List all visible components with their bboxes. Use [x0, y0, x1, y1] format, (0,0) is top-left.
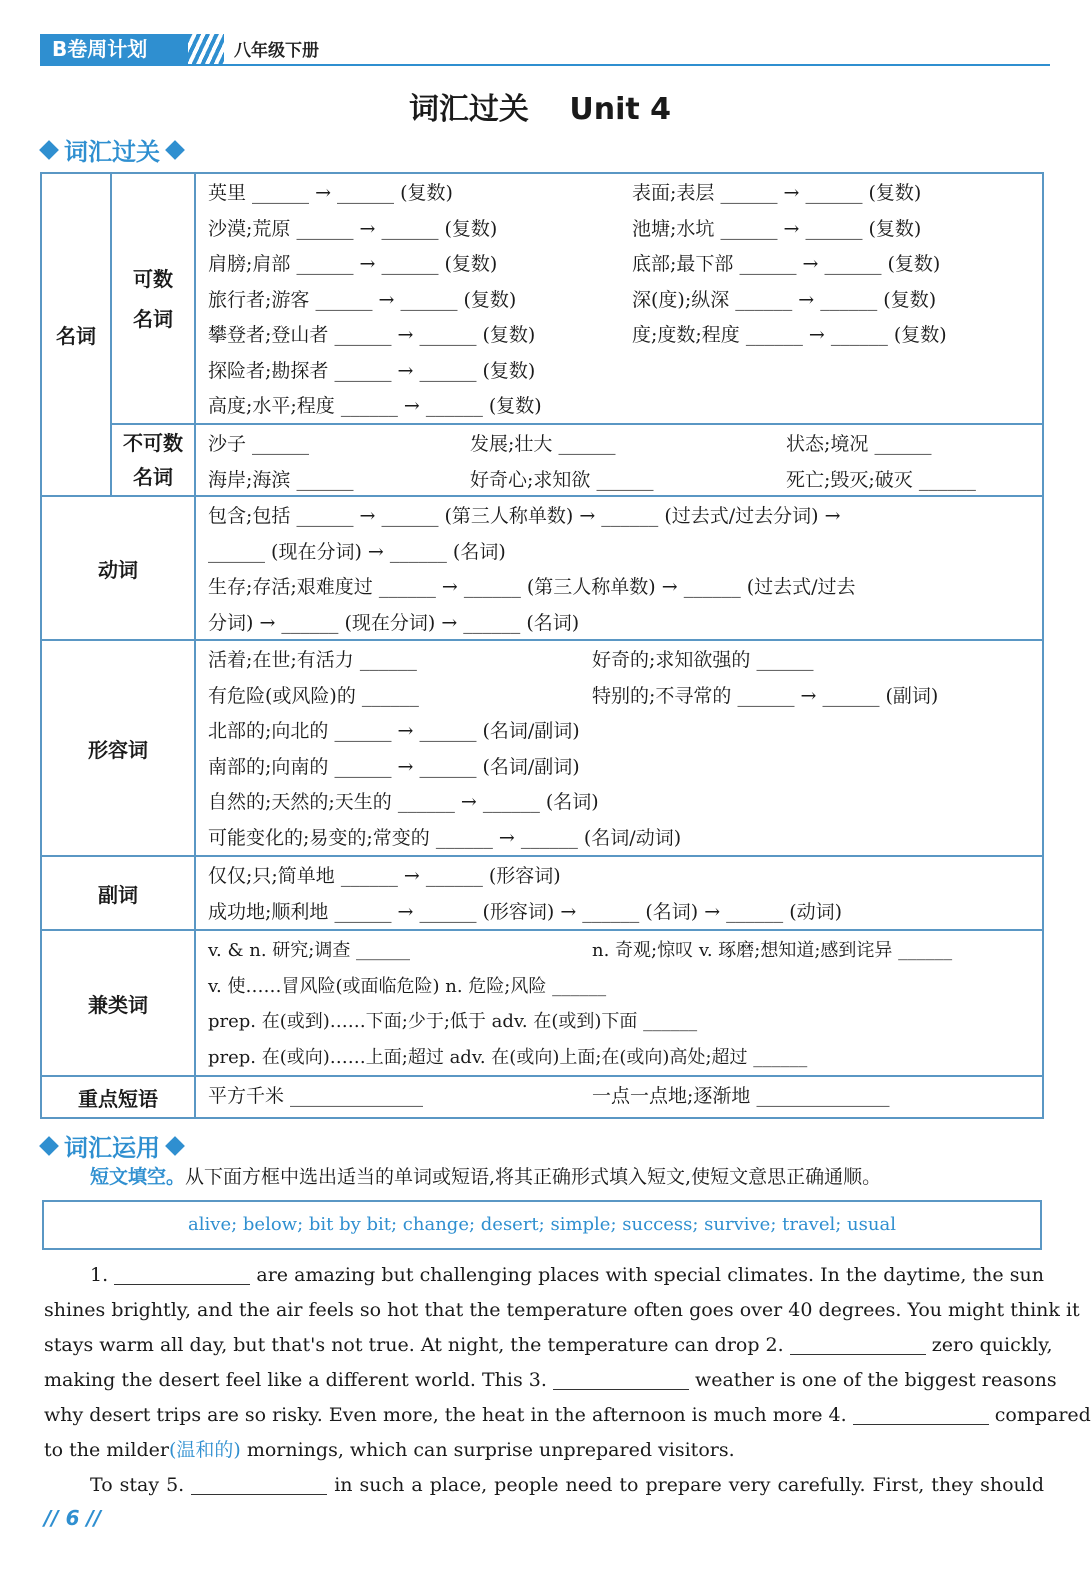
nouns-row [42, 174, 1042, 495]
list-item: 探险者;勘探者 ______ → ______ (复数) [208, 359, 536, 382]
list-item: 英里 ______ → ______ (复数) 表面;表层 ______ → ______ (复数) [208, 182, 922, 204]
page-header [40, 34, 1050, 68]
answer-blank-2[interactable] [790, 1331, 926, 1355]
word-box: alive; below; bit by bit; change; desert; simple; success; survive; travel; usual [42, 1200, 1042, 1250]
nouns-category [42, 174, 196, 495]
list-item: 沙子 ______ 发展;壮大 ______ 状态;境况 ______ [208, 433, 932, 455]
series-tag: B卷周计划 [40, 34, 188, 64]
section-heading-usage [42, 1128, 182, 1163]
page-title: 词汇过关 Unit 4 [408, 92, 672, 127]
multi-list: v. & n. 研究;调查 ______ n. 奇观;惊叹 v. 琢磨;想知道;感到诧异 ______ v. 使……冒风险(或面临危险) n. 危险;风险 ______ prep. 在(或到)……下面;少于;低于 adv. 在(或到)下面 ______ prep. 在(或向)……上面;超过 adv. 在(或向)上面;在(或向)高处;超过 ______ [208, 940, 953, 1068]
passage-line: to the milder(温和的) mornings, which can surprise unprepared visitors. [44, 1439, 735, 1461]
list-item: 沙漠;荒原 ______ → ______ (复数) 池塘;水坑 ______ → ______ (复数) [208, 217, 922, 240]
phrases-label: 重点短语 [42, 1077, 196, 1117]
verbs-row [42, 495, 1042, 639]
passage-line: why desert trips are so risky. Even more, the heat in the afternoon is much more 4. compared [44, 1398, 1044, 1433]
answer-blank-1[interactable] [114, 1261, 250, 1285]
adjectives-label: 形容词 [42, 641, 196, 855]
verbs-label: 动词 [42, 497, 196, 639]
passage-line: making the desert feel like a different world. This 3. weather is one of the biggest reasons [44, 1363, 1044, 1398]
answer-blank-3[interactable] [553, 1366, 689, 1390]
header-rule [40, 64, 1050, 66]
passage-line: 1. are amazing but challenging places with special climates. In the daytime, the sun [44, 1258, 1044, 1293]
diamond-icon [39, 1136, 59, 1156]
exercise-instruction: 短文填空。从下面方框中选出适当的单词或短语,将其正确形式填入短文,使短文意思正确通顺。 [90, 1166, 882, 1188]
countable-label: 可数 名词 [133, 266, 173, 331]
uncountable-list [196, 423, 1042, 495]
stripe-decoration [188, 34, 224, 64]
diamond-icon [165, 1136, 185, 1156]
uncountable-label: 不可数 名词 [112, 423, 194, 495]
diamond-icon [165, 140, 185, 160]
answer-blank-4[interactable] [853, 1401, 989, 1425]
adverbs-row [42, 855, 1042, 929]
list-item: 攀登者;登山者 ______ → ______ (复数) 度;度数;程度 ______ → ______ (复数) [208, 324, 947, 346]
adjectives-row [42, 639, 1042, 855]
section-heading-vocab [42, 132, 182, 167]
nouns-label: 名词 [42, 174, 112, 495]
phrases-row [42, 1075, 1042, 1117]
multi-label: 兼类词 [42, 931, 196, 1075]
list-item: 肩膀;肩部 ______ → ______ (复数) 底部;最下部 ______ → ______ (复数) [208, 253, 941, 275]
vocab-table [40, 172, 1044, 1119]
adjectives-list: 活着;在世;有活力 ______ 好奇的;求知欲强的 ______ 有危险(或风险)的 ______ 特别的;不寻常的 ______ → ______ (副词) 北部的;向北的 ______ → ______ (名词/副词) 南部的;向南的 ______ → ______ (名词/副词) 自然的;天然的;天生的 ______ → ______ (名词) 可能变化的;易变的;常变的 ______ → ______ (名词/动词) [208, 649, 939, 849]
list-item: 海岸;海滨 ______ 好奇心;求知欲 ______ 死亡;毁灭;破灭 ______ [208, 468, 976, 491]
passage-line: stays warm all day, but that's not true. At night, the temperature can drop 2. zero quickly, [44, 1328, 1044, 1363]
diamond-icon [39, 140, 59, 160]
phrases-list: 平方千米 ______________ 一点一点地;逐渐地 ______________ [208, 1085, 890, 1107]
section-title: 词汇过关 [64, 138, 160, 166]
grade-label: 八年级下册 [234, 41, 319, 61]
list-item: 旅行者;游客 ______ → ______ (复数) 深(度);纵深 ______ → ______ (复数) [208, 288, 937, 311]
verbs-list: 包含;包括 ______ → ______ (第三人称单数) → ______ (过去式/过去分词) → ______ (现在分词) → ______ (名词) 生存;存活;艰难度过 ______ → ______ (第三人称单数) → ______ (过去式/过去 分词) → ______ (现在分词) → ______ (名词) [208, 505, 856, 634]
page-number: // 6 // [44, 1506, 102, 1530]
multi-row [42, 929, 1042, 1075]
passage-line: To stay 5. in such a place, people need to prepare very carefully. First, they should [44, 1468, 1044, 1503]
countable-list [196, 174, 1042, 423]
answer-blank-5[interactable] [191, 1471, 327, 1495]
adverbs-list: 仅仅;只;简单地 ______ → ______ (形容词) 成功地;顺利地 ______ → ______ (形容词) → ______ (名词) → ______ (动词) [208, 865, 843, 923]
adverbs-label: 副词 [42, 857, 196, 929]
section-title: 词汇运用 [64, 1134, 160, 1162]
list-item: 高度;水平;程度 ______ → ______ (复数) [208, 395, 542, 417]
passage-line: shines brightly, and the air feels so hot that the temperature often goes over 40 degrees. You might think it [44, 1299, 1080, 1321]
